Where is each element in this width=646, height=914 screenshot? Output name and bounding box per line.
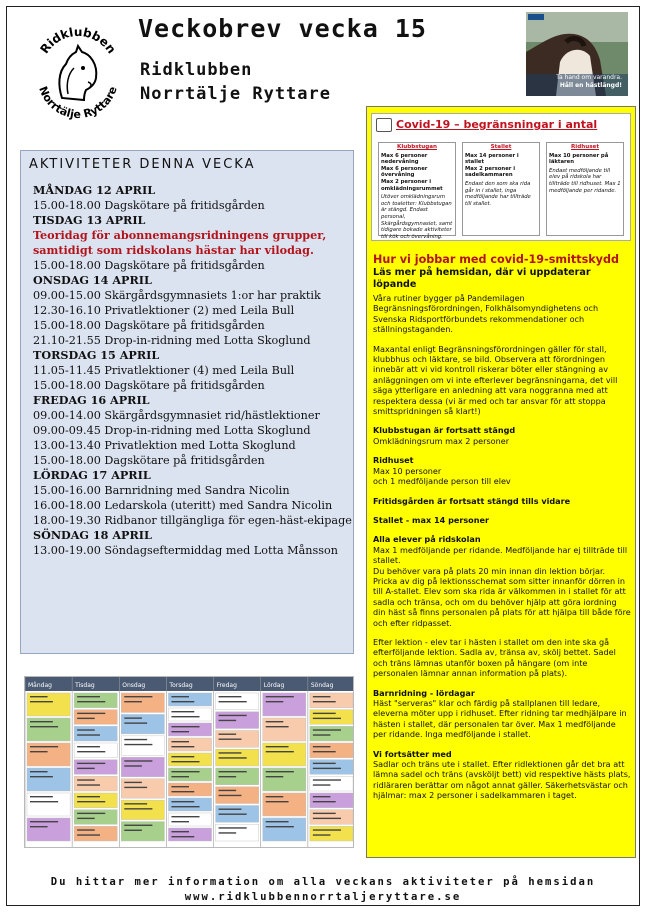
- activity-item: 09.00-15.00 Skärgårdsgymnasiets 1:or har praktik: [33, 289, 321, 302]
- schedule-cell-text-line: [77, 801, 105, 802]
- schedule-cell-text-line: [124, 739, 147, 740]
- schedule-cell: [168, 768, 211, 781]
- activity-item: 15.00-18.00 Dagskötare på fritidsgården: [33, 379, 265, 392]
- schedule-day-label: Torsdag: [169, 682, 193, 689]
- section-title: Fritidsgården är fortsatt stängd tills vidare: [373, 495, 571, 506]
- section-title: Klubbstugan är fortsatt stängd: [373, 425, 516, 436]
- day-block-sunday: [33, 528, 353, 558]
- schedule-cell-text-line: [313, 829, 341, 830]
- photo-caption-line2: Håll en hästlängd!: [559, 82, 622, 89]
- schedule-cell-text-line: [77, 713, 105, 714]
- schedule-cell: [74, 693, 117, 708]
- schedule-cell-text-line: [30, 746, 58, 747]
- schedule-cell-text-line: [171, 771, 199, 772]
- schedule-cell-text-line: [124, 808, 152, 809]
- limit-line: Max 2 personer i omklädningsrummet: [381, 178, 443, 192]
- schedule-cell-text-line: [30, 826, 48, 827]
- schedule-cell-text-line: [266, 726, 289, 727]
- day-block-friday: [33, 393, 353, 468]
- schedule-cell-text-line: [124, 696, 152, 697]
- schedule-cell-text-line: [266, 821, 289, 822]
- schedule-cell-text-line: [313, 746, 331, 747]
- schedule-cell-text-line: [171, 806, 199, 807]
- schedule-cell-text-line: [77, 829, 95, 830]
- limit-line: Max 6 personer övervåning: [381, 165, 428, 179]
- limits-column-stallet: [462, 142, 540, 236]
- covid-logo-icon: [376, 118, 392, 132]
- day-title: SÖNDAG 18 APRIL: [33, 528, 152, 542]
- schedule-cell-text-line: [124, 787, 147, 788]
- covid-heading: Hur vi jobbar med covid-19-smittskydd: [373, 253, 619, 266]
- club-name-line2: Norrtälje Ryttare: [140, 84, 331, 104]
- schedule-cell-text-line: [124, 782, 142, 783]
- schedule-cell-text-line: [171, 831, 189, 832]
- schedule-cell: [310, 760, 353, 775]
- section-fritidsgarden: [373, 496, 631, 506]
- weekly-schedule-thumbnail: [24, 676, 354, 848]
- logo-text-bottom: Norrtälje Ryttare: [36, 84, 120, 120]
- schedule-cell: [310, 776, 353, 791]
- schedule-cell: [310, 693, 353, 708]
- schedule-cell-text-line: [219, 795, 242, 796]
- schedule-cell: [74, 743, 117, 758]
- section-ridhuset: [373, 455, 631, 486]
- schedule-cell: [74, 826, 117, 841]
- limit-line: Max 2 personer i sadelkammaren: [465, 165, 516, 179]
- limit-note: Endast den som ska rida går in i stallet, inga medföljande har tillträde till stallet.: [465, 180, 531, 207]
- schedule-cell-text-line: [219, 701, 247, 702]
- schedule-cell-text-line: [171, 816, 199, 817]
- schedule-cell-text-line: [171, 791, 194, 792]
- limit-note: Utöver omklädningsrum och toaletter: Klubbstugan är stängd. Endast personal, Skärgårdsgymnasiet, samt tidigare bokade aktiviteter till kök och övervåning.: [381, 194, 453, 240]
- day-title: TISDAG 13 APRIL: [33, 213, 146, 227]
- footer-url[interactable]: www.ridklubbennorrtaljeryttare.se: [184, 891, 462, 903]
- schedule-cell-text-line: [313, 763, 336, 764]
- schedule-cell-text-line: [30, 771, 48, 772]
- covid-limits-card: [371, 113, 631, 241]
- schedule-cell: [310, 743, 353, 758]
- activity-item: 13.00-13.40 Privatlektion med Lotta Skoglund: [33, 439, 296, 452]
- section-text: Max 1 medföljande per ridande. Medföljande har ej tillträde till stallet. Du behöver vara på plats 20 min innan din lektion börjar. Pricka av dig på lektionsschemat som sitter innanför dörren in till A-stallet. Elev som ska rida är välkommen in i stallet för att sadla och tränsa, och om du behöver hjälp att göra iordning din häst så finns personalen på plats för att hjälpa till både före och efter ridpasset.: [373, 544, 631, 628]
- schedule-cell: [168, 828, 211, 841]
- day-block-thursday: [33, 348, 353, 393]
- schedule-cell-text-line: [171, 761, 199, 762]
- section-text: Omklädningsrum max 2 personer: [373, 435, 510, 446]
- schedule-cell-text-line: [30, 726, 58, 727]
- schedule-cell-text-line: [124, 803, 147, 804]
- schedule-cell-text-line: [313, 818, 341, 819]
- schedule-cell-text-line: [171, 741, 189, 742]
- schedule-cell-text-line: [30, 796, 53, 797]
- schedule-cell-text-line: [171, 821, 189, 822]
- section-text: Sadlar och träns ute i stallet. Efter ridlektionen går det bra att lämna sadel och träns (avsköljt bett) vid respektive hästs plats, ridläraren berättar om något annat gäller. Säkerhetsvästar och hjälmar: max 2 personer i sadelkammaren i taget.: [373, 759, 631, 801]
- schedule-cell-text-line: [219, 720, 237, 721]
- schedule-cell-text-line: [266, 776, 284, 777]
- covid-text: [373, 253, 631, 810]
- column-head: Klubbstugan: [397, 144, 437, 150]
- section-elever: [373, 534, 631, 628]
- schedule-cell-text-line: [77, 784, 100, 785]
- activity-notice: Teoridag för abonnemangsridningens grupper, samtidigt som ridskolans hästar har vilodag.: [33, 228, 327, 257]
- schedule-day-label: Söndag: [310, 682, 334, 689]
- activity-item: 15.00-16.00 Barnridning med Sandra Nicolin: [33, 484, 290, 497]
- schedule-cell-text-line: [77, 746, 100, 747]
- section-barnridning: [373, 688, 631, 740]
- activity-item: 09.00-09.45 Drop-in-ridning med Lotta Skoglund: [33, 424, 311, 437]
- schedule-cell-text-line: [77, 779, 95, 780]
- schedule-cell-text-line: [30, 701, 53, 702]
- section-title: Alla elever på ridskolan: [373, 534, 481, 545]
- schedule-cell-text-line: [77, 818, 95, 819]
- day-block-saturday: [33, 468, 353, 528]
- schedule-cell: [310, 810, 353, 825]
- schedule-cell: [121, 693, 164, 712]
- activity-item: 16.00-18.00 Ledarskola (uteritt) med Sandra Nicolin: [33, 499, 333, 512]
- section-efter-lektion: [373, 637, 631, 679]
- schedule-cell-text-line: [124, 825, 152, 826]
- section-stallet: [373, 515, 631, 525]
- day-title: TORSDAG 15 APRIL: [33, 348, 160, 362]
- covid-card-title: Covid-19 – begränsningar i antal: [396, 118, 598, 131]
- schedule-cell-text-line: [313, 701, 336, 702]
- schedule-cell-text-line: [313, 718, 341, 719]
- day-block-monday: [33, 183, 353, 213]
- covid-subheading: Läs mer på hemsidan, där vi uppdaterar löpande: [373, 267, 591, 290]
- schedule-cell-text-line: [171, 731, 189, 732]
- schedule-cell-text-line: [219, 771, 247, 772]
- schedule-cell-text-line: [219, 832, 237, 833]
- column-head: Stallet: [490, 144, 512, 150]
- schedule-cell-text-line: [313, 734, 331, 735]
- schedule-cell-text-line: [77, 796, 100, 797]
- schedule-cell-text-line: [77, 751, 105, 752]
- schedule-day-label: Måndag: [28, 682, 52, 689]
- schedule-cell-text-line: [124, 765, 142, 766]
- schedule-cell-text-line: [266, 701, 284, 702]
- schedule-cell-text-line: [124, 717, 142, 718]
- schedule-cell-text-line: [266, 796, 284, 797]
- schedule-cell-text-line: [313, 713, 336, 714]
- schedule-cell: [121, 714, 164, 733]
- horse-photo: [526, 12, 628, 96]
- schedule-cell: [168, 708, 211, 721]
- section-title: Vi fortsätter med: [373, 748, 452, 759]
- schedule-cell-text-line: [171, 836, 194, 837]
- schedule-cell-text-line: [30, 721, 53, 722]
- schedule-cell-text-line: [219, 814, 247, 815]
- schedule-cell-text-line: [266, 696, 294, 697]
- schedule-cell-text-line: [266, 746, 289, 747]
- schedule-cell-text-line: [77, 734, 100, 735]
- schedule-cell-text-line: [313, 768, 341, 769]
- schedule-cell-text-line: [171, 716, 199, 717]
- schedule-cell: [121, 822, 164, 841]
- schedule-cell: [74, 726, 117, 741]
- schedule-cell-text-line: [124, 701, 142, 702]
- schedule-cell-text-line: [171, 711, 194, 712]
- schedule-cell-text-line: [124, 760, 152, 761]
- activity-item: 12.30-16.10 Privatlektioner (2) med Leila Bull: [33, 304, 295, 317]
- limits-column-klubbstugan: [378, 142, 456, 240]
- photo-caption: [556, 74, 622, 90]
- schedule-cell: [121, 800, 164, 819]
- schedule-cell-text-line: [313, 813, 336, 814]
- schedule-cell-text-line: [77, 834, 100, 835]
- section-vi-fortsatter: [373, 749, 631, 801]
- schedule-cell-text-line: [30, 696, 48, 697]
- schedule-day-label: Fredag: [216, 682, 237, 689]
- schedule-cell: [310, 826, 353, 841]
- covid-maxantal: Maxantal enligt Begränsningsförordningen gäller för stall, klubbhus och läktare, se bild. Observera att förordningen innebär att vi vid kontroll riskerar böter eller stängning av anläggningen om vi inte efterlever begränsningarna, det vill säga ytterligare en anledning att vara noggranna med att respektera dessa (vi är med och tar ansvar för att stoppa smittspridningen så klart!): [373, 343, 618, 417]
- page-title: Veckobrev vecka 15: [138, 14, 427, 43]
- activities-box: [20, 150, 354, 654]
- schedule-cell-text-line: [266, 826, 294, 827]
- schedule-cell: [121, 779, 164, 798]
- schedule-cell-text-line: [77, 813, 105, 814]
- schedule-cell-text-line: [124, 830, 142, 831]
- schedule-cell: [310, 793, 353, 808]
- schedule-cell-text-line: [171, 776, 189, 777]
- activity-item: 15.00-18.00 Dagskötare på fritidsgården: [33, 454, 265, 467]
- schedule-cell-text-line: [219, 739, 242, 740]
- schedule-day-label: Lördag: [263, 682, 285, 689]
- activity-item: 15.00-18.00 Dagskötare på fritidsgården: [33, 319, 265, 332]
- schedule-cell-text-line: [171, 701, 194, 702]
- schedule-cell-text-line: [313, 779, 341, 780]
- section-title: Stallet - max 14 personer: [373, 514, 489, 525]
- limit-note: Endast medföljande till elev på ridskola har tillträde till ridhuset. Max 1 medföljande per ridande.: [549, 167, 621, 194]
- footer-info: Du hittar mer information om alla veckans aktiviteter på hemsidan: [50, 876, 596, 888]
- schedule-cell-text-line: [171, 746, 194, 747]
- schedule-cell-text-line: [219, 696, 242, 697]
- schedule-cell: [74, 776, 117, 791]
- schedule-cell: [121, 757, 164, 776]
- section-klubbstugan: [373, 425, 631, 446]
- schedule-cell-text-line: [30, 751, 48, 752]
- day-title: MÅNDAG 12 APRIL: [33, 183, 156, 197]
- schedule-cell-text-line: [124, 722, 147, 723]
- schedule-cell: [168, 798, 211, 811]
- club-name: [140, 58, 331, 106]
- club-logo: [28, 20, 128, 120]
- schedule-cell-text-line: [219, 752, 242, 753]
- schedule-cell: [74, 810, 117, 825]
- club-name-line1: Ridklubben: [140, 60, 253, 80]
- limit-line: Max 14 personer i stallet: [465, 152, 519, 166]
- schedule-cell-text-line: [30, 801, 58, 802]
- schedule-cell: [74, 760, 117, 775]
- schedule-cell-text-line: [313, 729, 341, 730]
- activity-item: 13.00-19.00 Söndagseftermiddag med Lotta Månsson: [33, 544, 338, 557]
- schedule-cell: [168, 723, 211, 736]
- activity-item: 15.00-18.00 Dagskötare på fritidsgården: [33, 259, 265, 272]
- limit-line: Max 10 personer på läktaren: [549, 152, 609, 166]
- covid-intro: Våra rutiner bygger på Pandemilagen Begränsningsförordningen, Folkhälsomyndighetens och Svenska Ridsportförbundets rekommendationer och ställningstaganden.: [373, 293, 599, 335]
- schedule-cell-text-line: [313, 784, 331, 785]
- schedule-cell: [168, 813, 211, 826]
- section-title: Barnridning - lördagar: [373, 687, 475, 698]
- schedule-cell-text-line: [219, 776, 237, 777]
- photo-caption-line1: Ta hand om varandra.: [556, 74, 622, 81]
- schedule-cell-text-line: [313, 801, 336, 802]
- schedule-cell-text-line: [77, 768, 95, 769]
- schedule-cell-text-line: [266, 771, 294, 772]
- schedule-cell: [74, 793, 117, 808]
- activity-item: 11.05-11.45 Privatlektioner (4) med Leila Bull: [33, 364, 295, 377]
- schedule-cell: [310, 726, 353, 741]
- schedule-day-label: Onsdag: [122, 682, 146, 689]
- schedule-cell-text-line: [77, 718, 95, 719]
- limits-column-ridhuset: [546, 142, 624, 236]
- schedule-cell: [121, 736, 164, 755]
- schedule-cell-text-line: [219, 757, 247, 758]
- schedule-cell-text-line: [219, 734, 237, 735]
- schedule-cell-text-line: [77, 701, 105, 702]
- section-text: Max 10 personer och 1 medföljande person till elev: [373, 465, 511, 487]
- activity-item: 18.00-19.30 Ridbanor tillgängliga för egen-häst-ekipage: [33, 514, 352, 527]
- activity-item: 09.00-14.00 Skärgårdsgymnasiet rid/hästlektioner: [33, 409, 320, 422]
- schedule-cell-text-line: [266, 801, 289, 802]
- schedule-cell-text-line: [171, 756, 194, 757]
- schedule-cell: [168, 783, 211, 796]
- schedule-cell-text-line: [219, 790, 237, 791]
- schedule-cell-text-line: [77, 763, 105, 764]
- day-title: FREDAG 16 APRIL: [33, 393, 150, 407]
- schedule-cell-text-line: [313, 696, 331, 697]
- schedule-cell-text-line: [313, 796, 331, 797]
- activities-heading: AKTIVITETER DENNA VECKA: [29, 157, 256, 172]
- schedule-cell: [168, 753, 211, 766]
- logo-text-top: Ridklubben: [37, 24, 119, 57]
- section-title: Ridhuset: [373, 455, 414, 466]
- schedule-cell-text-line: [171, 786, 189, 787]
- schedule-cell-text-line: [171, 696, 189, 697]
- schedule-cell-text-line: [313, 834, 331, 835]
- schedule-cell-text-line: [219, 715, 247, 716]
- day-block-tuesday: [33, 213, 353, 273]
- schedule-cell-text-line: [30, 821, 58, 822]
- day-title: LÖRDAG 17 APRIL: [33, 468, 151, 482]
- day-block-wednesday: [33, 273, 353, 348]
- schedule-cell: [74, 710, 117, 725]
- schedule-cell-text-line: [266, 721, 284, 722]
- schedule-cell-text-line: [219, 827, 247, 828]
- column-head: Ridhuset: [571, 144, 599, 150]
- schedule-cell: [168, 693, 211, 706]
- schedule-cell-text-line: [124, 744, 152, 745]
- schedule-cell-text-line: [266, 751, 294, 752]
- covid-info-box: [366, 106, 636, 858]
- schedule-cell-text-line: [77, 696, 100, 697]
- section-text: Efter lektion - elev tar i hästen i stallet om den inte ska gå efterföljande lektion. Sadla av, tränsa av, skölj bettet. Sadel och träns lämnas utanför boxen på hängare (om inte personalen lämnar annan information på plats).: [373, 636, 616, 679]
- activities-list: [33, 183, 353, 558]
- schedule-cell-text-line: [313, 751, 336, 752]
- limit-line: Max 6 personer nedervåning: [381, 152, 428, 166]
- schedule-cell-text-line: [219, 809, 242, 810]
- schedule-cell-text-line: [171, 801, 194, 802]
- schedule-cell: [168, 738, 211, 751]
- section-text: Häst "serveras" klar och färdig på stallplanen till ledare, eleverna möter upp i ridhuset. Efter ridning tar medhjälpare in hästen i stallet, där personalen tar över. Max 1 medföljande per ridande. Inga medföljande i stallet.: [373, 698, 627, 740]
- schedule-cell: [310, 710, 353, 725]
- weekly-schedule-grid: [25, 677, 354, 848]
- schedule-cell-text-line: [171, 726, 199, 727]
- schedule-day-label: Tisdag: [75, 682, 95, 689]
- schedule-cell-text-line: [30, 776, 53, 777]
- schedule-cell-text-line: [77, 729, 95, 730]
- activity-item: 15.00-18.00 Dagskötare på fritidsgården: [33, 199, 265, 212]
- activity-item: 21.10-21.55 Drop-in-ridning med Lotta Skoglund: [33, 334, 311, 347]
- day-title: ONSDAG 14 APRIL: [33, 273, 152, 287]
